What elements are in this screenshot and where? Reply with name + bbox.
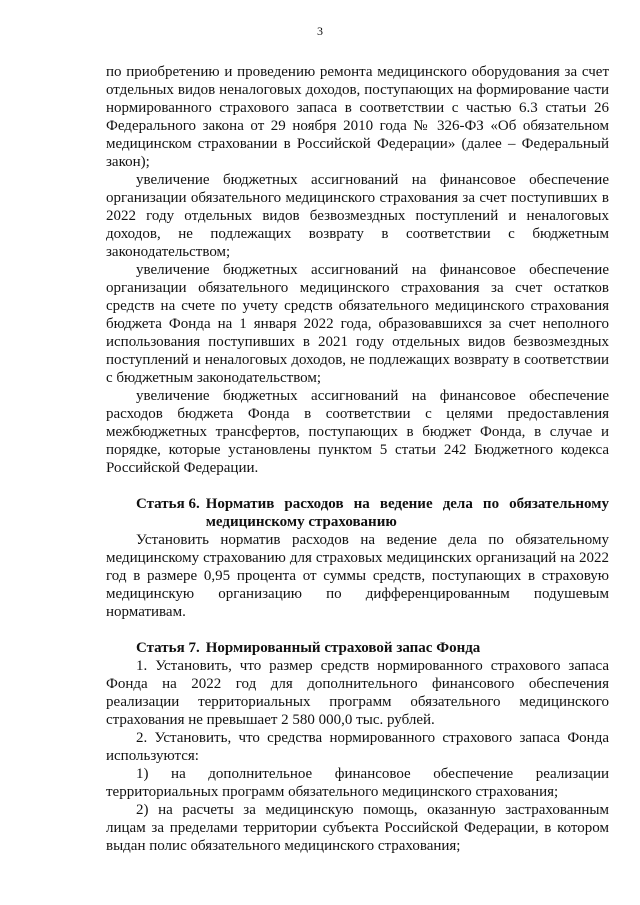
page-number: 3 — [317, 24, 323, 38]
article-7-title: Нормированный страховой запас Фонда — [205, 640, 481, 656]
section-spacer — [106, 621, 609, 639]
article-7-paragraph: 1) на дополнительное финансовое обеспечение реализации территориальных программ обязательного медицинского страхования; — [106, 766, 609, 800]
article-6-text: Установить норматив расходов на ведение дела по обязательному медицинскому страхованию для страховых медицинских организаций на 2022 год в размере 0,95 процента от суммы средств, поступающих в страховую медицинскую организацию по дифференцированным подушевым нормативам. — [106, 532, 609, 620]
paragraph-item: увеличение бюджетных ассигнований на финансовое обеспечение организации обязательного медицинского страхования за счет поступивших в 2022 году отдельных видов безвозмездных поступлений и неналоговых доходов, не подлежащих возврату в соответствии с бюджетным законодательством; — [106, 172, 609, 260]
section-spacer — [106, 477, 609, 495]
article-7-paragraph: 2. Установить, что средства нормированного страхового запаса Фонда используются: — [106, 730, 609, 764]
paragraph-continuation: по приобретению и проведению ремонта медицинского оборудования за счет отдельных видов неналоговых доходов, поступающих на формирование части нормированного страхового запаса в соответствии с частью 6.3 статьи 26 Федерального закона от 29 ноября 2010 года № 326-ФЗ «Об обязательном медицинском страховании в Российской Федерации» (далее – Федеральный закон); — [106, 64, 609, 170]
article-7-paragraph: 2) на расчеты за медицинскую помощь, оказанную застрахованным лицам за пределами территории субъекта Российской Федерации, в котором выдан полис обязательного медицинского страхования; — [106, 802, 609, 854]
article-6-heading — [106, 495, 609, 531]
article-6-number: Статья 6. — [136, 496, 200, 512]
article-7-heading — [106, 639, 609, 657]
paragraph-item: увеличение бюджетных ассигнований на финансовое обеспечение организации обязательного медицинского страхования за счет остатков средств на счете по учету средств обязательного медицинского страхования бюджета Фонда на 1 января 2022 года, образовавшихся за счет неполного использования поступивших в 2021 году отдельных видов безвозмездных поступлений и неналоговых доходов, не подлежащих возврату в соответствии с бюджетным законодательством; — [106, 262, 609, 386]
paragraph-item: увеличение бюджетных ассигнований на финансовое обеспечение расходов бюджета Фонда в соответствии с целями предоставления межбюджетных трансфертов, поступающих в бюджет Фонда, в случае и порядке, которые установлены пунктом 5 статьи 242 Бюджетного кодекса Российской Федерации. — [106, 388, 609, 476]
article-6-title: Норматив расходов на ведение дела по обязательному медицинскому страхованию — [205, 496, 609, 530]
article-7-number: Статья 7. — [136, 640, 200, 656]
article-7-paragraph: 1. Установить, что размер средств нормированного страхового запаса Фонда на 2022 год для дополнительного финансового обеспечения реализации территориальных программ обязательного медицинского страхования не превышает 2 580 000,0 тыс. рублей. — [106, 658, 609, 728]
document-body — [106, 63, 609, 855]
